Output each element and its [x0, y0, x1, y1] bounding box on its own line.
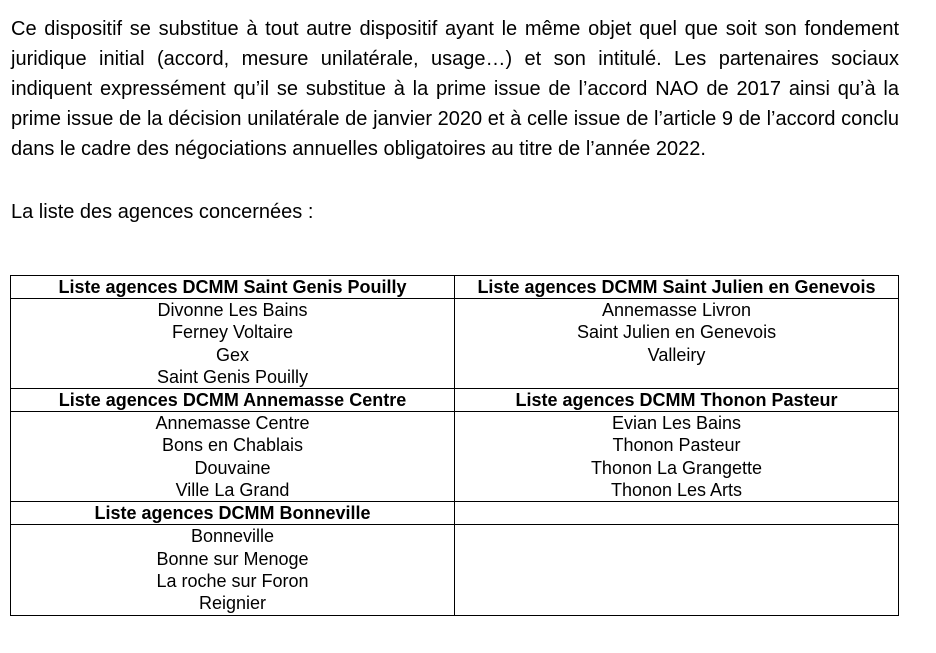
- list-item: Thonon La Grangette: [590, 457, 763, 478]
- list-item: Valleiry: [647, 344, 706, 365]
- list-item: Divonne Les Bains: [157, 300, 308, 320]
- group-agencies-saint-julien-en-genevois: [455, 299, 899, 389]
- intro-paragraph: Ce dispositif se substitue à tout autre dispositif ayant le même objet quel que soit son fondement juridique initial (accord, mesure unilatérale, usage…) et son intitulé. Les partenaires sociaux indiquent expressément qu’il se substitue à la prime issue de l’accord NAO de 2017 ainsi qu’à la prime issue de la décision unilatérale de janvier 2020 et à celle issue de l’article 9 de l’accord conclu dans le cadre des négociations annuelles obligatoires au titre de l’année 2022.: [11, 18, 899, 160]
- list-item: Reignier: [198, 593, 267, 614]
- list-item: Ferney Voltaire: [171, 322, 294, 343]
- empty-body-cell: [455, 525, 899, 615]
- list-intro: La liste des agences concernées :: [11, 201, 314, 223]
- list-item: Annemasse Centre: [155, 413, 310, 434]
- table-header-row: [11, 502, 899, 525]
- group-header-annemasse-centre: Liste agences DCMM Annemasse Centre: [11, 389, 455, 412]
- group-agencies-saint-genis-pouilly: [11, 299, 455, 389]
- list-item: Thonon Les Arts: [610, 480, 743, 501]
- list-item: Gex: [215, 344, 249, 365]
- list-item: Bonneville: [190, 526, 275, 547]
- list-item: Douvaine: [194, 457, 271, 478]
- table-body-row: [11, 299, 899, 389]
- agencies-table: [10, 275, 899, 616]
- list-item: Saint Genis Pouilly: [156, 366, 309, 387]
- empty-header-cell: [455, 502, 899, 525]
- list-item: Saint Julien en Genevois: [576, 322, 777, 343]
- group-agencies-annemasse-centre: [11, 412, 455, 502]
- list-item: Evian Les Bains: [611, 413, 742, 434]
- table-header-row: [11, 389, 899, 412]
- table-header-row: [11, 276, 899, 299]
- group-header-bonneville: Liste agences DCMM Bonneville: [11, 502, 455, 525]
- list-item: Annemasse Livron: [601, 300, 752, 320]
- group-agencies-thonon-pasteur: [455, 412, 899, 502]
- table-body-row: [11, 412, 899, 502]
- list-item: Bonne sur Menoge: [156, 548, 309, 569]
- group-agencies-bonneville: [11, 525, 455, 615]
- list-item: Thonon Pasteur: [612, 435, 741, 456]
- list-item: La roche sur Foron: [156, 570, 309, 591]
- table-body-row: [11, 525, 899, 615]
- list-item: Ville La Grand: [175, 480, 290, 501]
- group-header-thonon-pasteur: Liste agences DCMM Thonon Pasteur: [455, 389, 899, 412]
- group-header-saint-genis-pouilly: Liste agences DCMM Saint Genis Pouilly: [11, 276, 455, 299]
- group-header-saint-julien-en-genevois: Liste agences DCMM Saint Julien en Genevois: [455, 276, 899, 299]
- list-item: Bons en Chablais: [161, 435, 304, 456]
